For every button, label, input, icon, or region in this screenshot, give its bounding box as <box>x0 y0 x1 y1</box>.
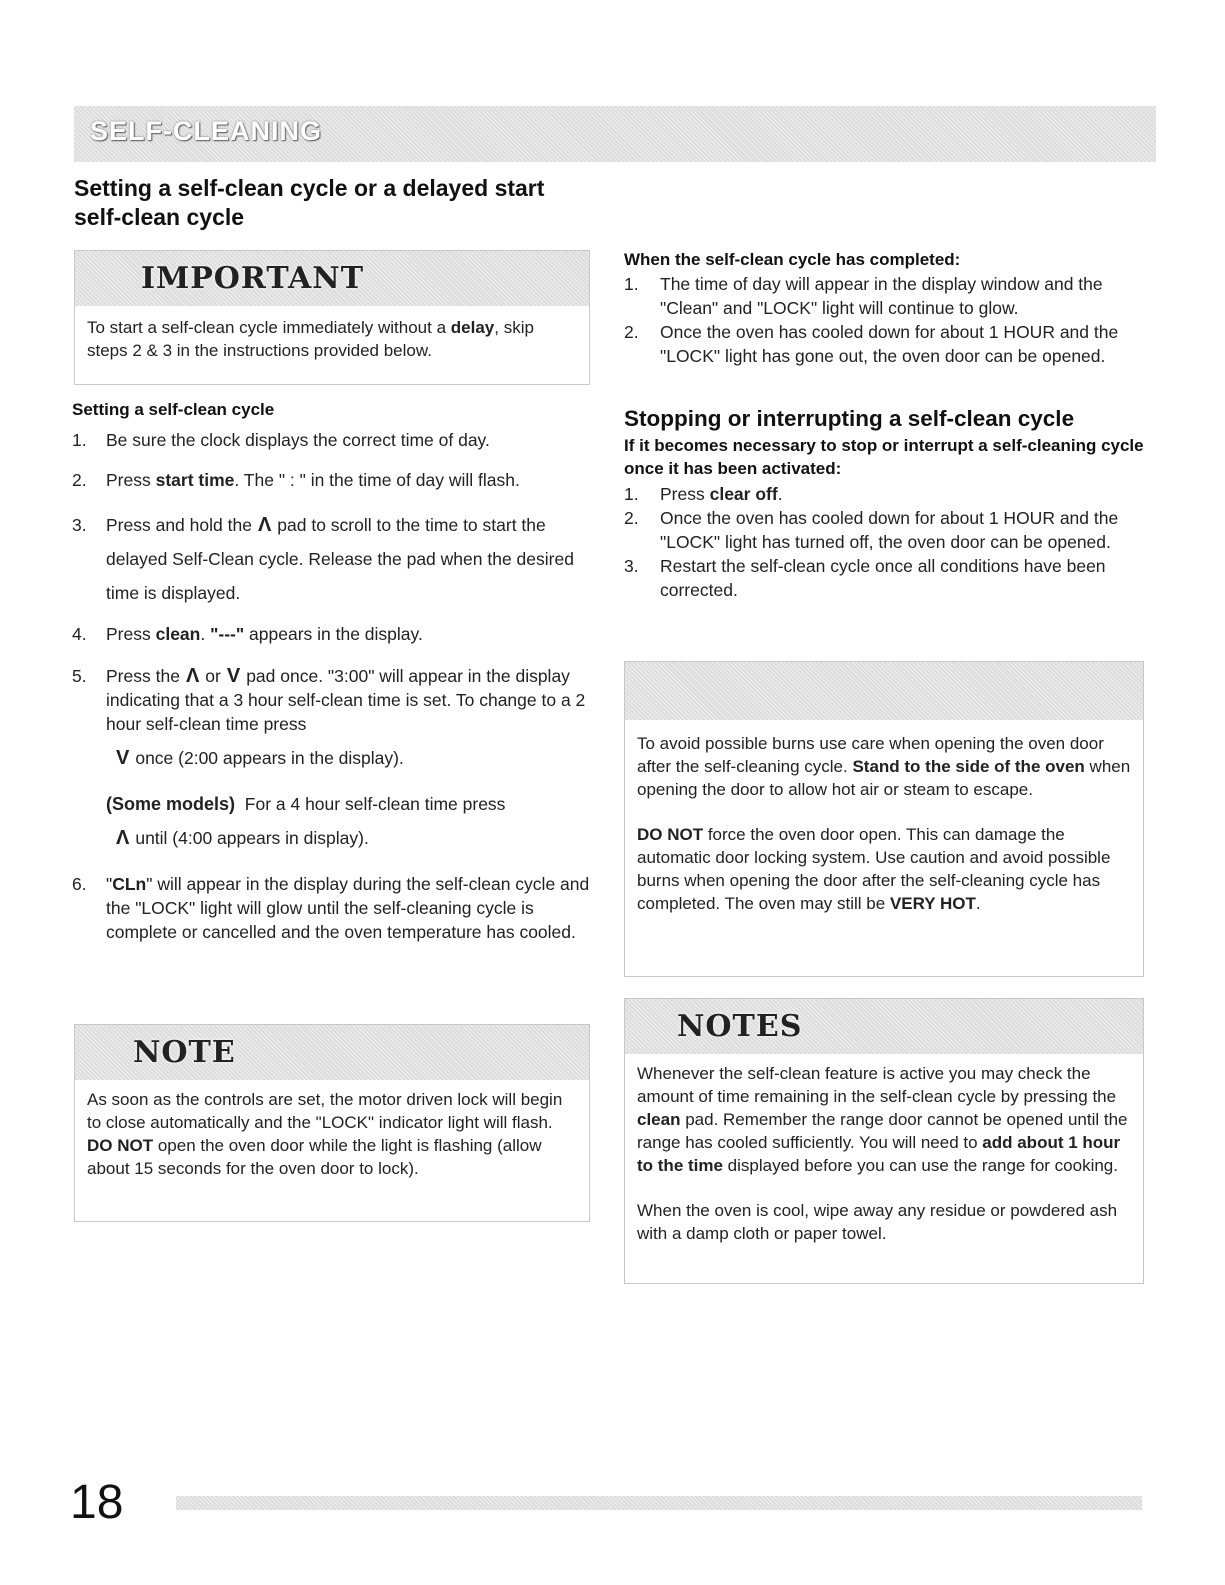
step-4 <box>72 622 592 646</box>
item-text: Restart the self-clean cycle once all conditions have been corrected. <box>660 556 1106 600</box>
completed-item-1 <box>624 272 1144 320</box>
setting-section <box>72 400 592 944</box>
warning-header <box>625 662 1143 720</box>
clean-label: clean <box>155 624 201 644</box>
step-text: Press <box>106 470 156 490</box>
step-text: Press the <box>106 666 180 686</box>
completed-heading: When the self-clean cycle has completed: <box>624 250 961 269</box>
important-header <box>75 251 589 306</box>
step-text: once (2:00 appears in the display). <box>135 748 404 768</box>
item-number: 2. <box>624 508 639 528</box>
note-box <box>74 1024 590 1222</box>
stopping-title: Stopping or interrupting a self-clean cycle <box>624 406 1075 431</box>
start-time-label: start time <box>155 470 235 490</box>
step-6 <box>72 872 592 944</box>
warning-text-post: . <box>975 894 981 913</box>
step-5 <box>72 664 592 850</box>
note-text-pre: As soon as the controls are set, the motor driven lock will begin to close automatically and the "LOCK" indicator light will flash. <box>87 1090 563 1132</box>
note-text-post: open the oven door while the light is flashing (allow about 15 seconds for the oven door to lock). <box>87 1136 542 1178</box>
clean-label: clean <box>637 1110 681 1129</box>
step-number: 1. <box>72 430 87 450</box>
step-3 <box>72 508 592 610</box>
important-text-post: , skip steps 2 & 3 in the instructions provided below. <box>87 318 534 360</box>
step-text: or <box>205 666 221 686</box>
step-text: appears in the display. <box>244 624 423 644</box>
important-text <box>75 306 589 372</box>
step-number: 3. <box>72 515 87 535</box>
important-text-pre: To start a self-clean cycle immediately without a <box>87 318 451 337</box>
notes-heading: NOTES <box>677 1009 803 1044</box>
warning-text-bold: Stand to the side of the oven <box>852 757 1085 776</box>
setting-steps <box>72 428 592 944</box>
important-box <box>74 250 590 385</box>
item-number: 2. <box>624 322 639 342</box>
step-number: 6. <box>72 874 87 894</box>
important-text-bold: delay <box>450 318 495 337</box>
item-number: 1. <box>624 484 639 504</box>
step-text: pad once. "3:00" will appear in the display indicating that a 3 hour self-clean time is set. To change to a 2 hour self-clean time press <box>106 666 586 734</box>
some-models-label: (Some models) <box>106 794 236 814</box>
note-heading: NOTE <box>133 1035 236 1070</box>
up-arrow-icon: Λ <box>185 665 200 687</box>
section-banner <box>74 106 1156 162</box>
banner-title: SELF-CLEANING <box>90 116 322 146</box>
step-1 <box>72 428 592 452</box>
warning-text-mid: force the oven door open. This can damage the automatic door locking system. Use caution and avoid possible burns when opening the door after the self-cleaning cycle has completed. The oven may still be <box>637 825 1111 913</box>
warning-text-post: when opening the door to allow hot air or steam to escape. <box>637 757 1131 799</box>
completed-section <box>624 250 1144 368</box>
item-text: Once the oven has cooled down for about 1 HOUR and the "LOCK" light has turned off, the oven door can be opened. <box>660 508 1119 552</box>
very-hot-label: VERY HOT <box>889 894 976 913</box>
step-text: " will appear in the display during the self-clean cycle and the "LOCK" light will glow until the self-cleaning cycle is complete or cancelled and the oven temperature has cooled. <box>106 874 590 942</box>
do-not-label: DO NOT <box>637 825 704 844</box>
setting-heading: Setting a self-clean cycle <box>72 400 275 419</box>
note-text-bold: DO NOT <box>87 1136 154 1155</box>
stopping-item-3 <box>624 554 1146 602</box>
item-number: 1. <box>624 274 639 294</box>
step-text: " <box>106 874 113 894</box>
stopping-item-2 <box>624 506 1146 554</box>
stopping-subtitle: If it becomes necessary to stop or interrupt a self-cleaning cycle once it has been activated: <box>624 436 1144 478</box>
stopping-list <box>624 482 1146 602</box>
notes-header <box>625 999 1143 1054</box>
step-number: 4. <box>72 624 87 644</box>
step-text: For a 4 hour self-clean time press <box>244 794 506 814</box>
stopping-item-1 <box>624 482 1146 506</box>
step-text: Press <box>106 624 156 644</box>
stopping-section <box>624 404 1146 602</box>
notes-paragraph-2: When the oven is cool, wipe away any residue or powdered ash with a damp cloth or paper towel. <box>637 1201 1118 1243</box>
page-number: 18 <box>70 1476 124 1529</box>
item-text: Press <box>660 484 710 504</box>
display-code: "---" <box>210 624 245 644</box>
step-text: Be sure the clock displays the correct time of day. <box>106 430 490 450</box>
item-text: . <box>777 484 783 504</box>
step-text: pad to scroll to the time to start the delayed Self-Clean cycle. Release the pad when the desired time is displayed. <box>106 515 574 603</box>
warning-text <box>625 720 1143 925</box>
important-heading: IMPORTANT <box>141 261 365 296</box>
step-number: 5. <box>72 666 87 686</box>
section-title: Setting a self-clean cycle or a delayed start self-clean cycle <box>74 175 545 230</box>
notes-text <box>625 1054 1143 1255</box>
completed-list <box>624 272 1144 368</box>
cln-label: CLn <box>112 874 147 894</box>
warning-paragraph-1 <box>637 732 1131 801</box>
item-text: Once the oven has cooled down for about 1 HOUR and the "LOCK" light has gone out, the oven door can be opened. <box>660 322 1119 366</box>
note-header <box>75 1025 589 1080</box>
item-text: The time of day will appear in the display window and the "Clean" and "LOCK" light will continue to glow. <box>660 274 1103 318</box>
notes-text: pad. Remember the range door cannot be opened until the range has cooled sufficiently. You will need to <box>637 1110 1128 1152</box>
add-hour-label: add about 1 hour to the time <box>637 1133 1121 1175</box>
down-arrow-icon: V <box>226 665 241 687</box>
up-arrow-icon: Λ <box>257 514 272 536</box>
step-text: until (4:00 appears in display). <box>135 828 369 848</box>
item-number: 3. <box>624 556 639 576</box>
footer-bar <box>176 1496 1142 1510</box>
up-arrow-icon: Λ <box>116 827 130 849</box>
step-text: . The " : " in the time of day will flash. <box>234 470 520 490</box>
clear-off-label: clear off <box>709 484 778 504</box>
warning-paragraph-2 <box>637 823 1131 915</box>
warning-box <box>624 661 1144 977</box>
down-arrow-icon: V <box>116 747 130 769</box>
notes-box <box>624 998 1144 1284</box>
step-text: Press and hold the <box>106 515 252 535</box>
note-text <box>75 1080 589 1190</box>
step-text: . <box>200 624 211 644</box>
warning-text-pre: To avoid possible burns use care when opening the oven door after the self-cleaning cycle. <box>637 734 1104 776</box>
completed-item-2 <box>624 320 1144 368</box>
notes-text: Whenever the self-clean feature is active you may check the amount of time remaining in the self-clean cycle by pressing the <box>637 1064 1117 1106</box>
step-2 <box>72 468 592 492</box>
step-number: 2. <box>72 470 87 490</box>
notes-paragraph-1 <box>637 1062 1131 1177</box>
notes-text: displayed before you can use the range for cooking. <box>722 1156 1118 1175</box>
